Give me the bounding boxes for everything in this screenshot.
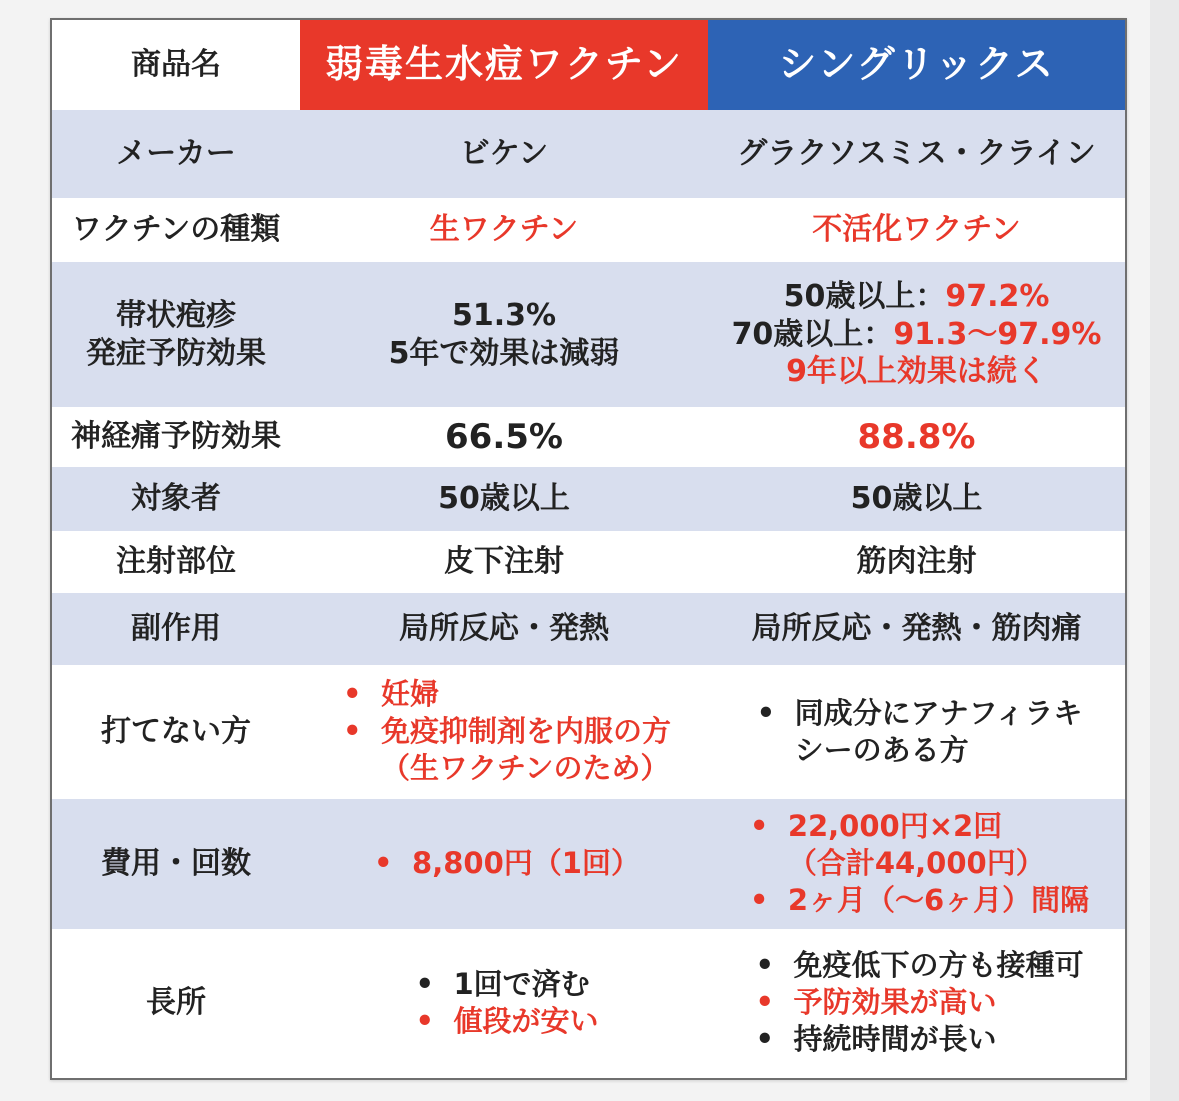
efficacy-label-line1: 帯状疱疹	[116, 298, 236, 333]
cost-col2	[708, 799, 1125, 929]
row-neuralgia	[52, 407, 1125, 467]
header-live-vaccine: 弱毒生水痘ワクチン	[300, 20, 708, 110]
maker-col1: ビケン	[459, 136, 549, 172]
maker-col2: グラクソスミス・クライン	[737, 136, 1096, 172]
cost-col2-list	[744, 808, 1089, 919]
right-edge-strip	[1150, 0, 1179, 1101]
contraindication-col1-item	[337, 713, 671, 787]
efficacy-label-line2: 発症予防効果	[86, 335, 266, 371]
efficacy-col1-note: 5年で効果は減弱	[388, 335, 620, 371]
site-col1: 皮下注射	[444, 544, 564, 580]
target-col2: 50歳以上	[850, 481, 983, 517]
merits-col2-item: • 持続時間が長い	[749, 1021, 1083, 1058]
cost-col2-item1-line1: • 22,000円×2回	[787, 809, 1003, 844]
row-side-effects	[52, 593, 1125, 665]
row-label-maker: メーカー	[116, 136, 236, 172]
cost-col1-item: • 8,800円（1回）	[368, 845, 640, 882]
target-col1: 50歳以上	[438, 481, 570, 517]
cost-col1-list	[368, 845, 640, 882]
row-label-side-effects: 副作用	[131, 611, 221, 647]
row-contraindication	[52, 665, 1125, 799]
site-col2: 筋肉注射	[856, 544, 977, 580]
efficacy-col2-line2	[708, 316, 1125, 354]
efficacy-col1-value: 51.3%	[451, 298, 557, 333]
row-cost	[52, 799, 1125, 929]
row-label-target: 対象者	[131, 481, 221, 517]
efficacy-col1	[300, 262, 708, 407]
efficacy-col2-line1-prefix: 50歳以上：	[783, 279, 946, 315]
comparison-card	[50, 18, 1127, 1080]
contraindication-col1-list	[337, 676, 671, 787]
row-label-contraindication: 打てない方	[101, 714, 251, 750]
row-maker	[52, 110, 1125, 198]
row-efficacy	[52, 262, 1125, 407]
row-merits	[52, 929, 1125, 1077]
merits-col2-item: • 免疫低下の方も接種可	[749, 947, 1083, 984]
contraindication-col2-list	[751, 695, 1083, 769]
row-target	[52, 467, 1125, 531]
contraindication-col2-line2: シーのある方	[794, 732, 969, 767]
contraindication-col1-item: • 妊婦	[337, 676, 671, 713]
efficacy-col2-line2-prefix: 70歳以上：	[731, 316, 894, 352]
merits-col2-list	[749, 947, 1083, 1058]
neuralgia-col2: 88.8%	[857, 416, 976, 457]
merits-col1-item: • 1回で済む	[409, 966, 598, 1003]
cost-col2-item	[744, 808, 1089, 882]
row-label-efficacy	[52, 262, 300, 407]
efficacy-col2-line1-value: 97.2%	[945, 279, 1050, 315]
cost-col2-item: • 2ヶ月（〜6ヶ月）間隔	[744, 882, 1089, 919]
cost-col2-item1-line2: （合計44,000円）	[787, 846, 1045, 881]
contraindication-col1-note: （生ワクチンのため）	[380, 751, 670, 786]
contraindication-col2-line1: • 同成分にアナフィラキ	[794, 695, 1083, 730]
row-site	[52, 531, 1125, 593]
merits-col1	[300, 929, 708, 1077]
contraindication-col2-item	[751, 695, 1083, 769]
merits-col2	[708, 929, 1125, 1077]
row-label-cost: 費用・回数	[101, 846, 251, 882]
efficacy-col2	[708, 262, 1125, 407]
header-shingrix: シングリックス	[708, 20, 1125, 110]
row-type	[52, 198, 1125, 262]
row-label-neuralgia: 神経痛予防効果	[71, 419, 281, 455]
type-col1: 生ワクチン	[429, 212, 579, 248]
merits-col2-item: • 予防効果が高い	[749, 984, 1083, 1021]
efficacy-col2-line3: 9年以上効果は続く	[786, 354, 1047, 390]
row-label-site: 注射部位	[116, 544, 236, 580]
merits-col1-list	[409, 966, 598, 1040]
contraindication-col1-item-text: 免疫抑制剤を内服の方	[380, 714, 671, 749]
contraindication-col2	[708, 665, 1125, 799]
contraindication-col1	[300, 665, 708, 799]
side-effects-col2: 局所反応・発熱・筋肉痛	[751, 611, 1082, 647]
header-row	[52, 20, 1125, 110]
header-label: 商品名	[52, 20, 300, 110]
merits-col1-item: • 値段が安い	[409, 1003, 598, 1040]
side-effects-col1: 局所反応・発熱	[399, 611, 609, 647]
row-label-type: ワクチンの種類	[71, 212, 281, 248]
neuralgia-col1: 66.5%	[445, 416, 563, 457]
cost-col1	[300, 799, 708, 929]
row-label-merits: 長所	[146, 985, 206, 1021]
efficacy-col2-line1	[708, 278, 1125, 316]
type-col2: 不活化ワクチン	[812, 212, 1021, 248]
comparison-table	[52, 20, 1125, 1077]
efficacy-col2-line2-value: 91.3〜97.9%	[893, 316, 1102, 352]
